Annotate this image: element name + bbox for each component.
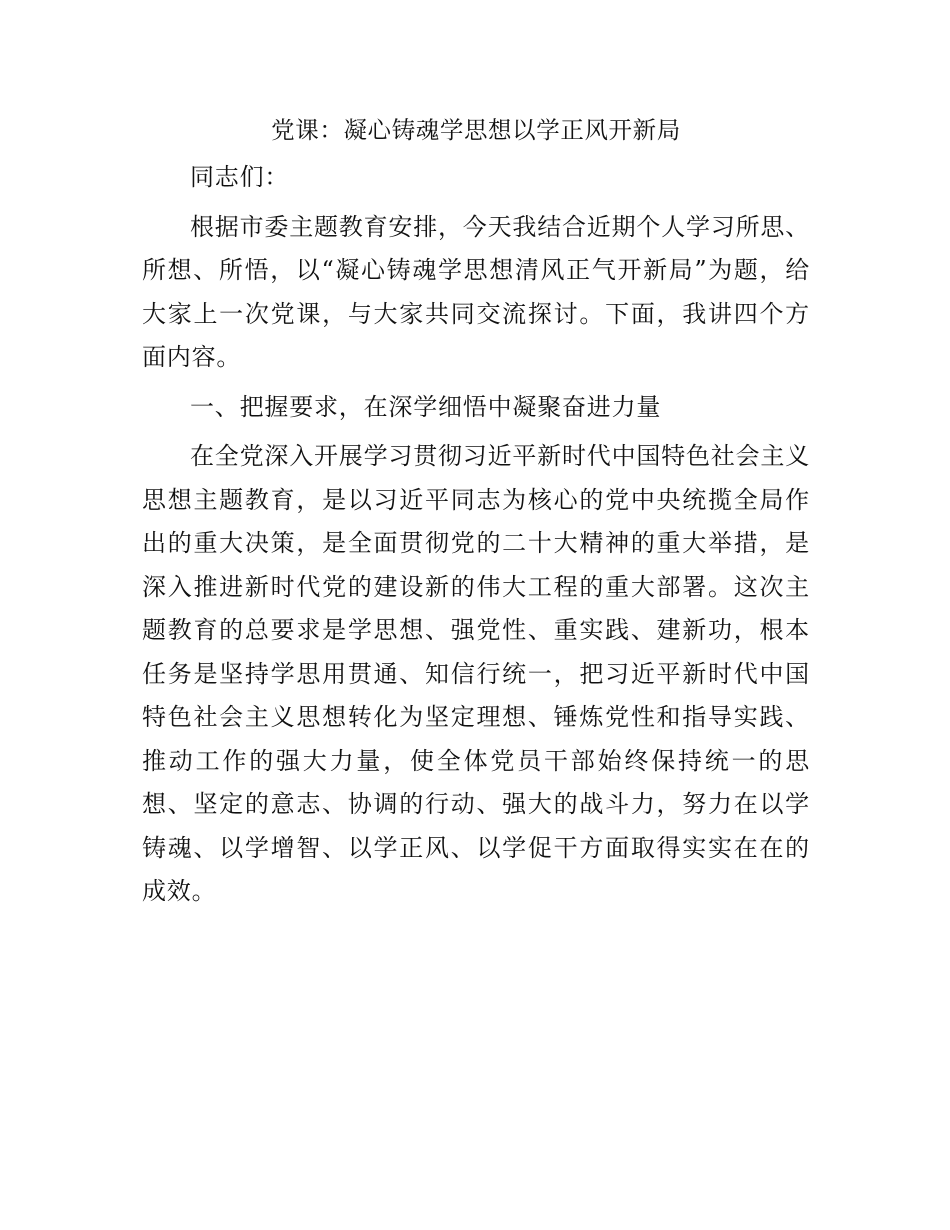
- intro-paragraph: 根据市委主题教育安排，今天我结合近期个人学习所思、所想、所悟，以“凝心铸魂学思想清风正气开新局”为题，给大家上一次党课，与大家共同交流探讨。下面，我讲四个方面内容。: [142, 212, 810, 371]
- section-heading-1: 一、把握要求，在深学细悟中凝聚奋进力量: [190, 392, 662, 421]
- section-body-1: 在全党深入开展学习贯彻习近平新时代中国特色社会主义思想主题教育，是以习近平同志为核心的党中央统揽全局作出的重大决策，是全面贯彻党的二十大精神的重大举措，是深入推进新时代党的建设新的伟大工程的重大部署。这次主题教育的总要求是学思想、强党性、重实践、建新功，根本任务是坚持学思用贯通、知信行统一，把习近平新时代中国特色社会主义思想转化为坚定理想、锤炼党性和指导实践、推动工作的强大力量，使全体党员干部始终保持统一的思想、坚定的意志、协调的行动、强大的战斗力，努力在以学铸魂、以学增智、以学正风、以学促干方面取得实实在在的成效。: [142, 442, 810, 905]
- document-title: 党课：凝心铸魂学思想以学正风开新局: [271, 116, 681, 144]
- salutation: 同志们：: [190, 163, 290, 191]
- document-body: [142, 108, 810, 920]
